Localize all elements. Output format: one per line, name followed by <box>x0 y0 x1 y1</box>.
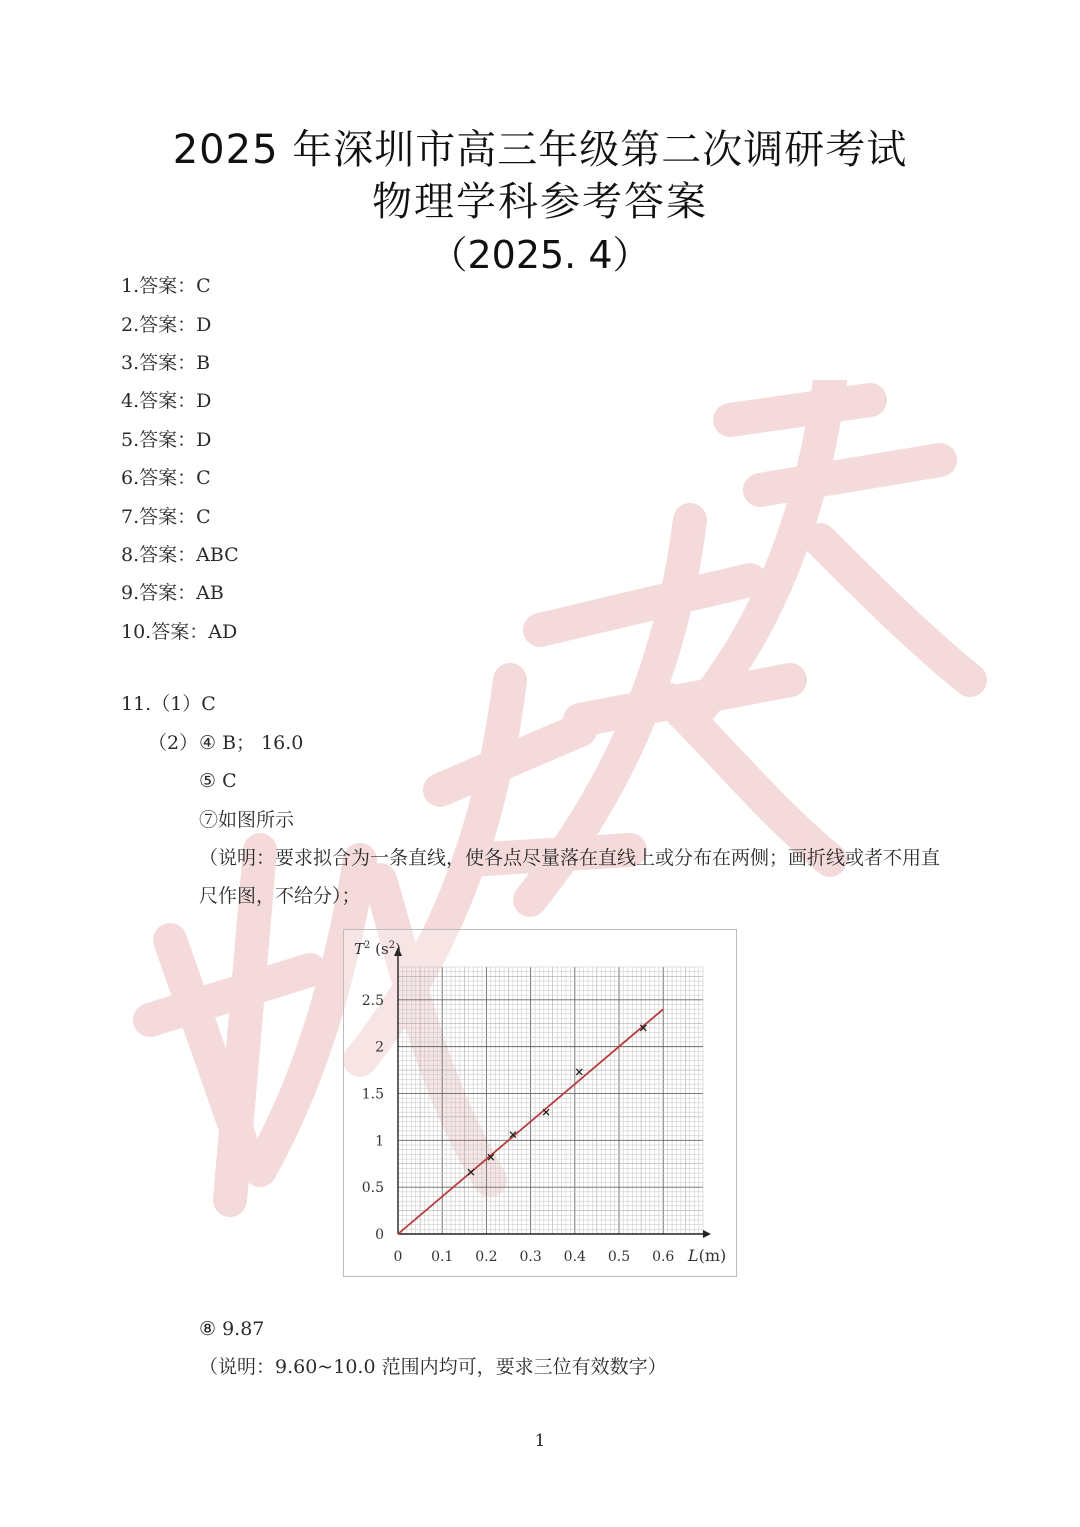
page-subtitle: 物理学科参考答案 <box>372 179 708 225</box>
q11-item5: ⑤ C <box>199 770 237 792</box>
date-label: （2025. 4） <box>429 233 651 277</box>
x-axis-arrow <box>703 1230 711 1238</box>
page-title: 2025 年深圳市高三年级第二次调研考试 <box>172 127 908 173</box>
q11-item4: ④ B； 16.0 <box>199 732 304 754</box>
y-tick-label: 2 <box>375 1039 384 1056</box>
answer-7: 7.答案：C <box>121 506 211 528</box>
y-tick-label: 0 <box>375 1227 384 1243</box>
answer-6: 6.答案：C <box>121 467 211 489</box>
answer-3: 3.答案：B <box>121 352 211 374</box>
x-tick-label: 0.3 <box>519 1249 542 1265</box>
answer-4: 4.答案：D <box>121 390 212 412</box>
y-tick-label: 2.5 <box>361 992 384 1009</box>
answer-2: 2.答案：D <box>121 314 212 336</box>
q11-item7: ⑦如图所示 <box>199 809 295 831</box>
x-tick-label: 0.1 <box>431 1249 454 1265</box>
y-tick-label: 1.5 <box>361 1086 384 1103</box>
answer-5: 5.答案：D <box>121 429 212 451</box>
q11-part1: 11.（1）C <box>121 693 216 715</box>
graph-frame <box>343 929 737 1277</box>
x-tick-label: 0.6 <box>652 1249 675 1265</box>
q11-part2-label: （2） <box>148 732 199 754</box>
x-tick-label: 0 <box>393 1249 403 1265</box>
x-axis-label: L(m) <box>688 1246 727 1265</box>
grid <box>398 967 703 1234</box>
y-axis-label: $T^2$ $(s^2)$ <box>354 940 401 958</box>
x-tick-label: 0.5 <box>607 1249 631 1265</box>
answer-9: 9.答案：AB <box>121 582 224 604</box>
page-number: 1 <box>534 1431 546 1451</box>
q11-note2: （说明：9.60~10.0 范围内均可，要求三位有效数字） <box>199 1356 667 1378</box>
x-tick-label: 0.4 <box>563 1249 586 1265</box>
y-tick-label: 0.5 <box>361 1180 384 1197</box>
answer-10: 10.答案：AD <box>121 621 238 643</box>
q11-note1-line2: 尺作图，不给分）； <box>199 885 361 907</box>
q11-item8: ⑧ 9.87 <box>199 1318 265 1340</box>
answer-8: 8.答案：ABC <box>121 544 239 566</box>
x-tick-label: 0.2 <box>475 1249 498 1265</box>
q11-note1-line1: （说明：要求拟合为一条直线，使各点尽量落在直线上或分布在两侧；画折线或者不用直 <box>199 847 941 869</box>
t2-vs-l-chart <box>344 930 738 1278</box>
y-tick-label: 1 <box>375 1133 384 1150</box>
answer-1: 1.答案：C <box>121 275 211 297</box>
